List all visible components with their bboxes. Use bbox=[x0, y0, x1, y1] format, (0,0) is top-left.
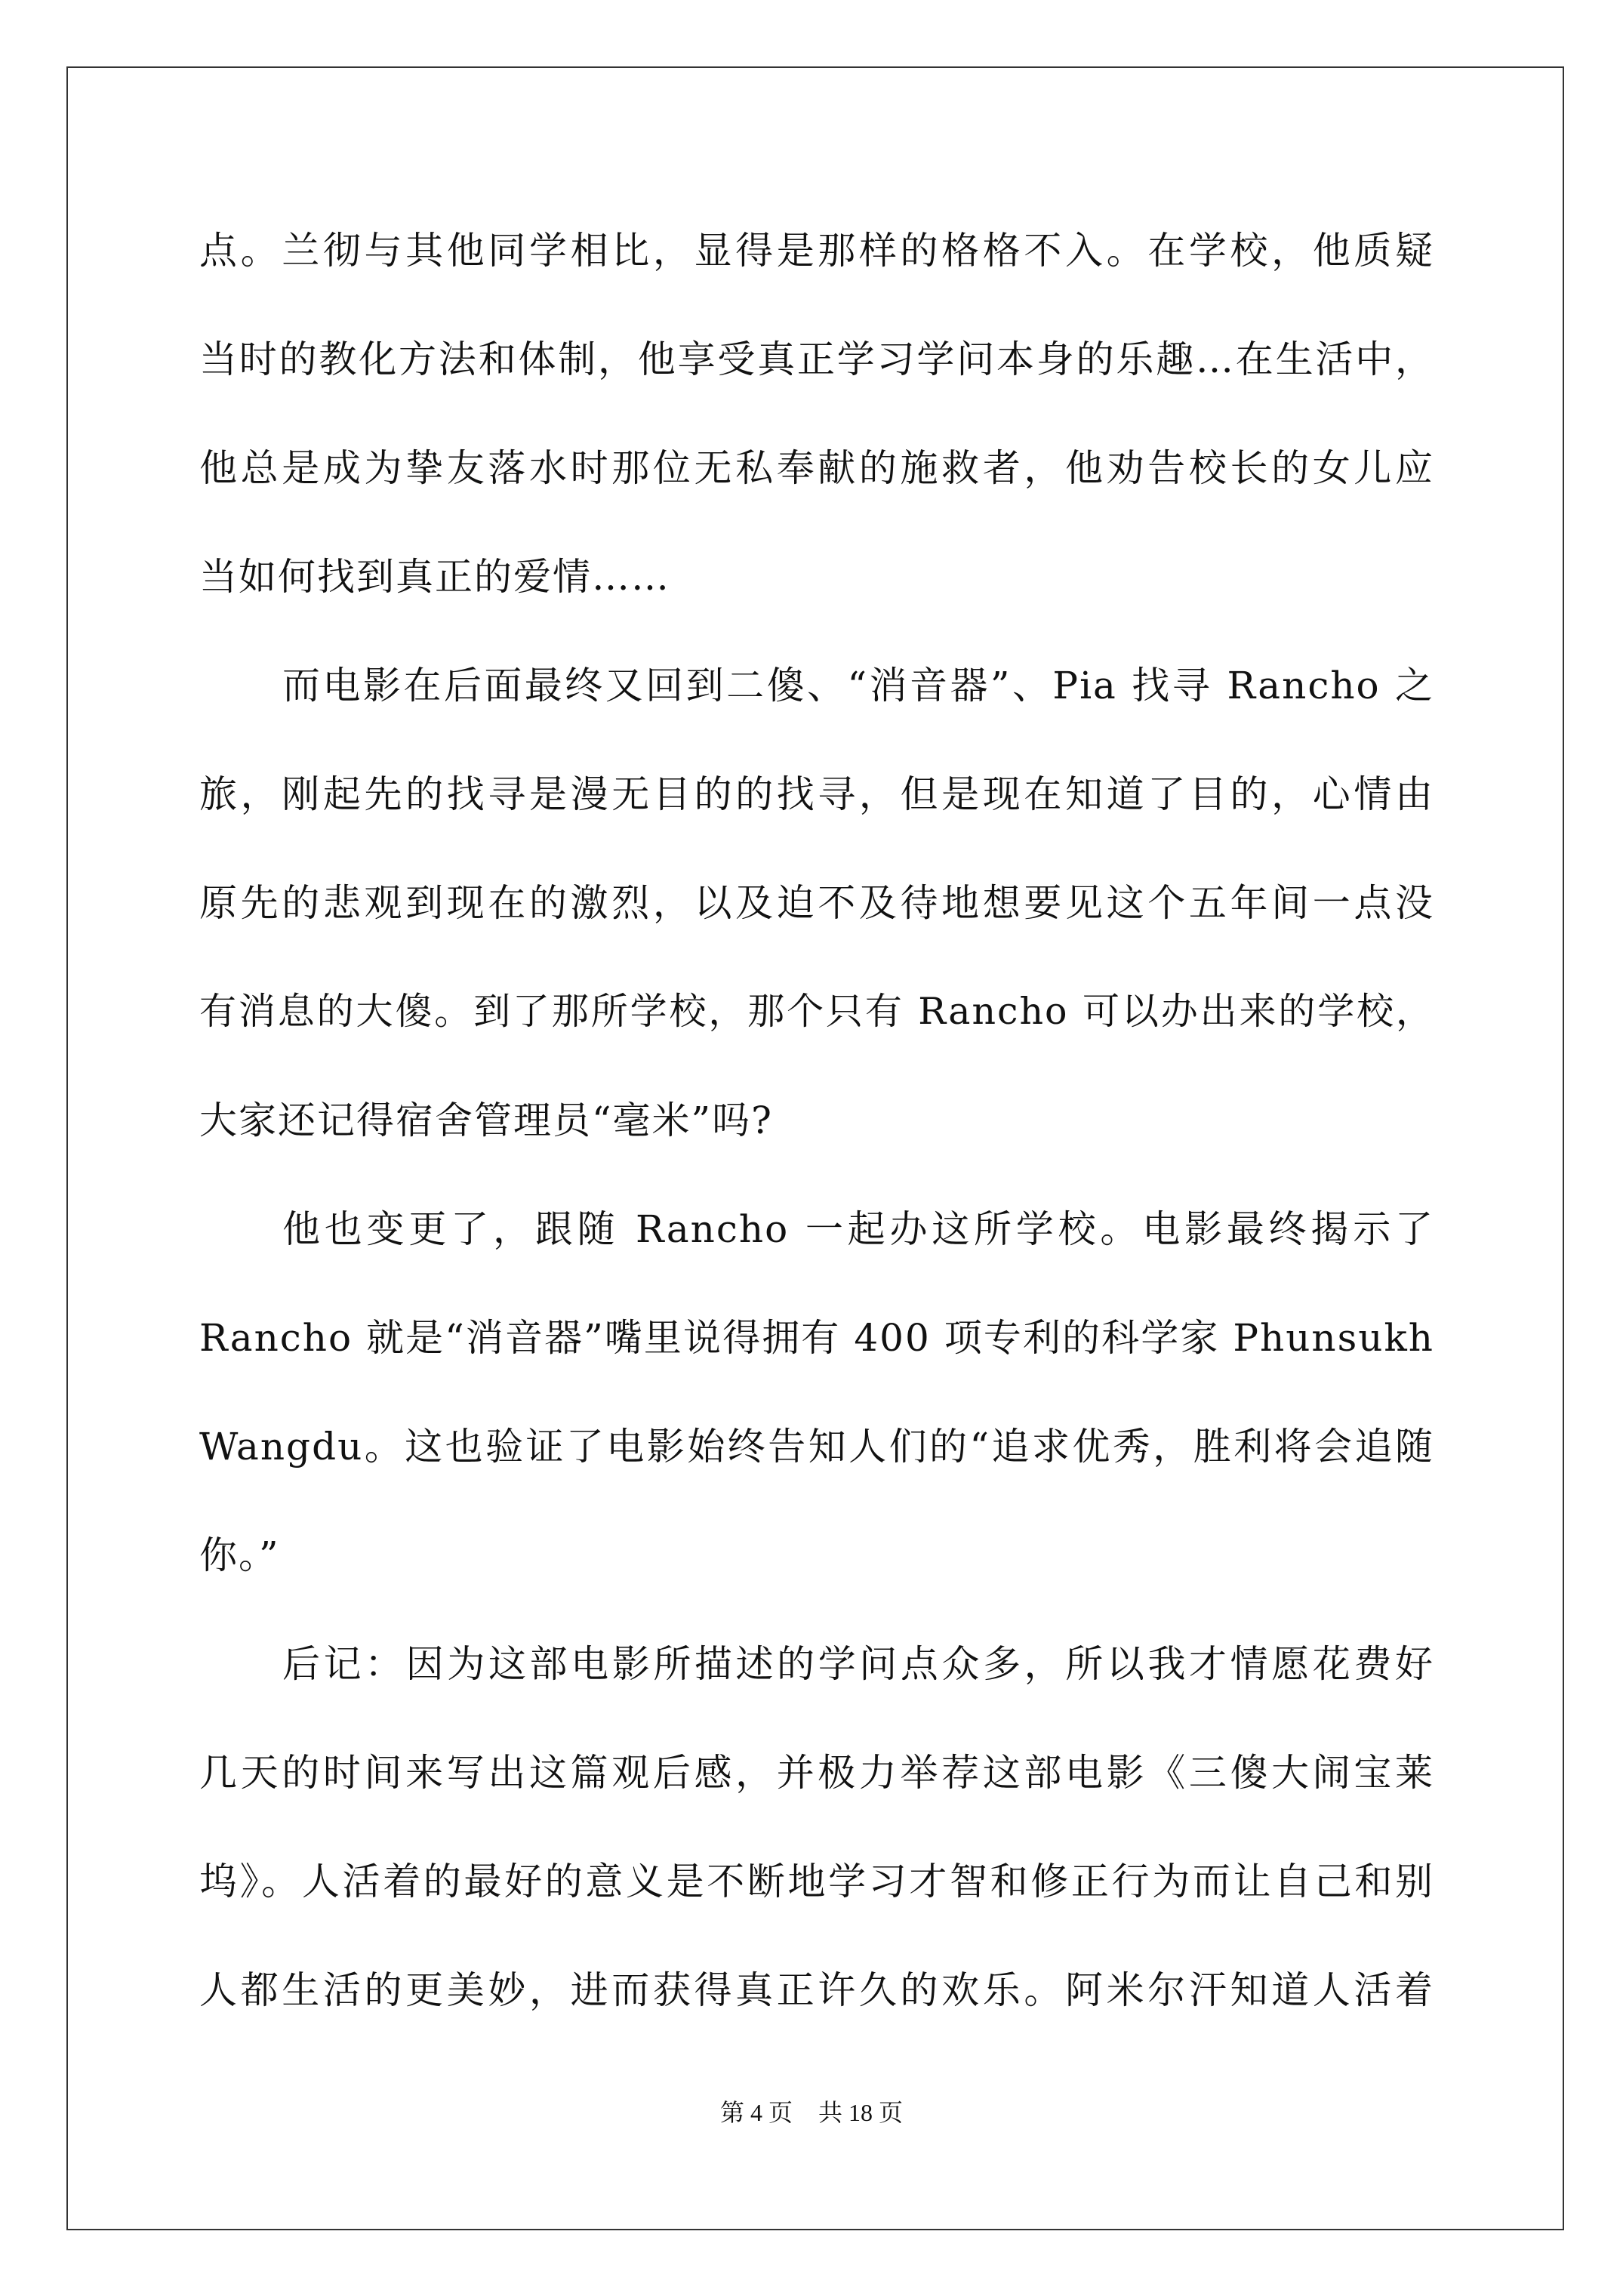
text-line: Rancho 就是“消音器”嘴里说得拥有 400 项专利的科学家 Phunsukh bbox=[199, 1316, 1434, 1360]
text-line: 旅，刚起先的找寻是漫无目的的找寻，但是现在知道了目的，心情由 bbox=[199, 772, 1434, 816]
page-number: 第 4 页 bbox=[719, 2099, 793, 2126]
text-line: 有消息的大傻。到了那所学校，那个只有 Rancho 可以办出来的学校， bbox=[199, 990, 1434, 1033]
text-line: 你。” bbox=[199, 1533, 280, 1577]
text-line: 当如何找到真正的爱情…… bbox=[199, 555, 670, 599]
text-line: 原先的悲观到现在的激烈，以及迫不及待地想要见这个五年间一点没 bbox=[199, 881, 1434, 925]
page-footer bbox=[0, 2097, 1623, 2128]
text-line: 几天的时间来写出这篇观后感，并极力举荐这部电影《三傻大闹宝莱 bbox=[199, 1751, 1434, 1795]
text-line: 当时的教化方法和体制，他享受真正学习学问本身的乐趣…在生活中， bbox=[199, 337, 1434, 381]
text-line: 他总是成为挚友落水时那位无私奉献的施救者，他劝告校长的女儿应 bbox=[199, 446, 1434, 490]
text-line: 后记：因为这部电影所描述的学问点众多，所以我才情愿花费好 bbox=[282, 1642, 1434, 1686]
page-total: 共 18 页 bbox=[818, 2099, 904, 2126]
text-line: 坞》。人活着的最好的意义是不断地学习才智和修正行为而让自己和别 bbox=[199, 1860, 1434, 1903]
text-line: 大家还记得宿舍管理员“毫米”吗? bbox=[199, 1099, 773, 1142]
text-line: Wangdu。这也验证了电影始终告知人们的“追求优秀，胜利将会追随 bbox=[199, 1425, 1434, 1469]
text-line: 而电影在后面最终又回到二傻、“消音器”、Pia 找寻 Rancho 之 bbox=[282, 664, 1434, 707]
text-line: 点。兰彻与其他同学相比，显得是那样的格格不入。在学校，他质疑 bbox=[199, 229, 1434, 273]
text-line: 他也变更了，跟随 Rancho 一起办这所学校。电影最终揭示了 bbox=[282, 1207, 1434, 1251]
text-line: 人都生活的更美妙，进而获得真正许久的欢乐。阿米尔汗知道人活着 bbox=[199, 1968, 1434, 2012]
